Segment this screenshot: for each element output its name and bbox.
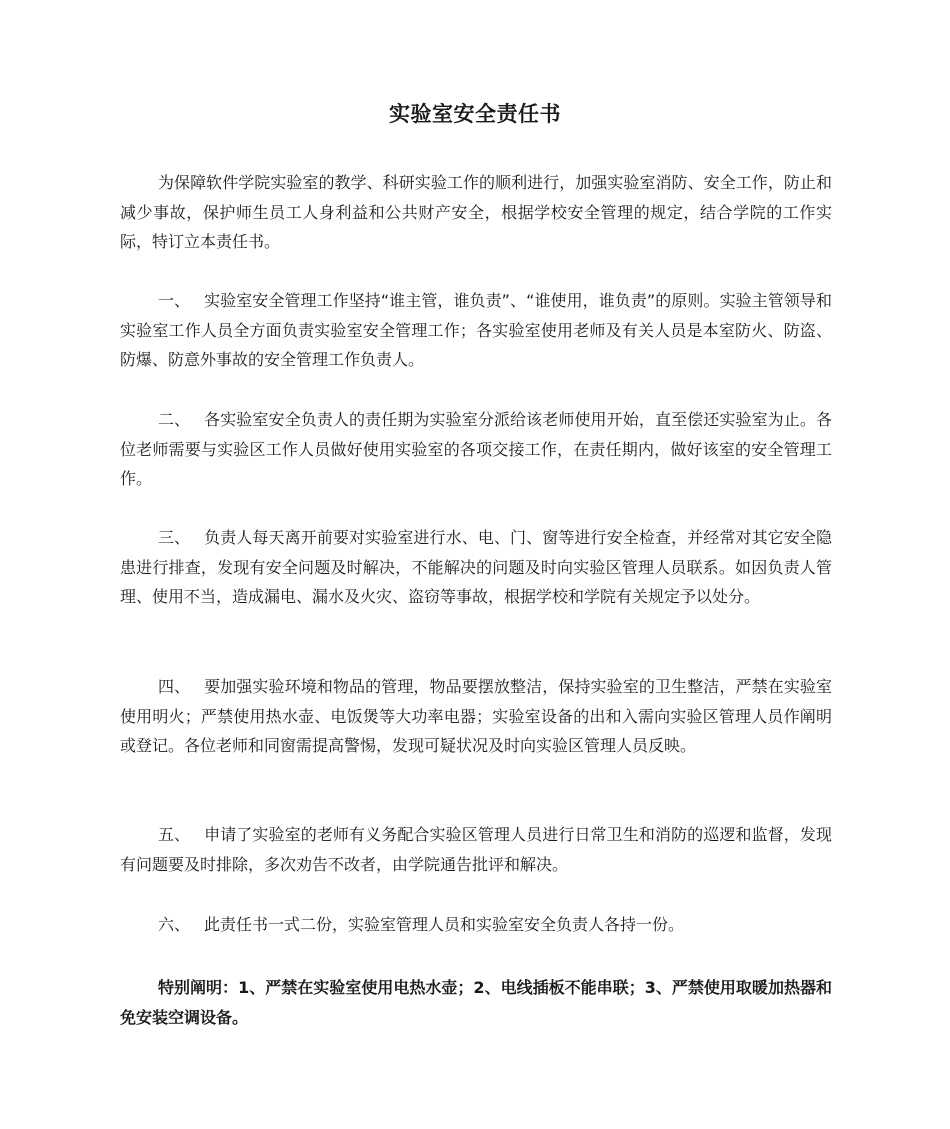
clause-number: 六、 [158,915,191,934]
clause-number: 一、 [158,291,191,310]
clause-number: 四、 [158,677,191,696]
clause-paragraph-3 [120,523,832,612]
clause-number: 五、 [158,825,191,844]
clause-text: 负责人每天离开前要对实验室进行水、电、门、窗等进行安全检查，并经常对其它安全隐患进行排查，发现有安全问题及时解决，不能解决的问题及时向实验区管理人员联系。如因负责人管理、使用不当，造成漏电、漏水及火灾、盗窃等事故，根据学校和学院有关规定予以处分。 [120,528,832,606]
clause-text: 各实验室安全负责人的责任期为实验室分派给该老师使用开始，直至偿还实验室为止。各位老师需要与实验区工作人员做好使用实验室的各项交接工作，在责任期内，做好该室的安全管理工作。 [120,410,832,488]
clause-text: 申请了实验室的老师有义务配合实验区管理人员进行日常卫生和消防的巡逻和监督，发现有问题要及时排除，多次劝告不改者，由学院通告批评和解决。 [120,825,832,874]
clause-paragraph-5 [120,820,832,879]
clause-paragraph-1 [120,286,832,375]
clause-text: 要加强实验环境和物品的管理，物品要摆放整洁，保持实验室的卫生整洁，严禁在实验室使用明火；严禁使用热水壶、电饭煲等大功率电器；实验室设备的出和入需向实验区管理人员作阐明或登记。各位老师和同窗需提高警惕，发现可疑状况及时向实验区管理人员反映。 [120,677,832,755]
clause-text: 此责任书一式二份，实验室管理人员和实验室安全负责人各持一份。 [204,915,685,934]
clause-text: 实验室安全管理工作坚持“谁主管，谁负责”、“谁使用，谁负责”的原则。实验主管领导和实验室工作人员全方面负责实验室安全管理工作；各实验室使用老师及有关人员是本室防火、防盗、防爆、防意外事故的安全管理工作负责人。 [120,291,832,369]
clause-paragraph-6 [120,910,832,940]
clause-number: 二、 [158,410,191,429]
clause-paragraph-2 [120,405,832,494]
special-note-paragraph: 特别阐明：1、严禁在实验室使用电热水壶；2、电线插板不能串联；3、严禁使用取暖加热器和免安装空调设备。 [120,978,832,1027]
intro-paragraph: 为保障软件学院实验室的教学、科研实验工作的顺利进行，加强实验室消防、安全工作，防止和减少事故，保护师生员工人身利益和公共财产安全，根据学校安全管理的规定，结合学院的工作实际，特订立本责任书。 [120,173,832,251]
clause-paragraph-4 [120,672,832,761]
document-title: 实验室安全责任书 [389,102,561,126]
clause-number: 三、 [158,528,191,547]
